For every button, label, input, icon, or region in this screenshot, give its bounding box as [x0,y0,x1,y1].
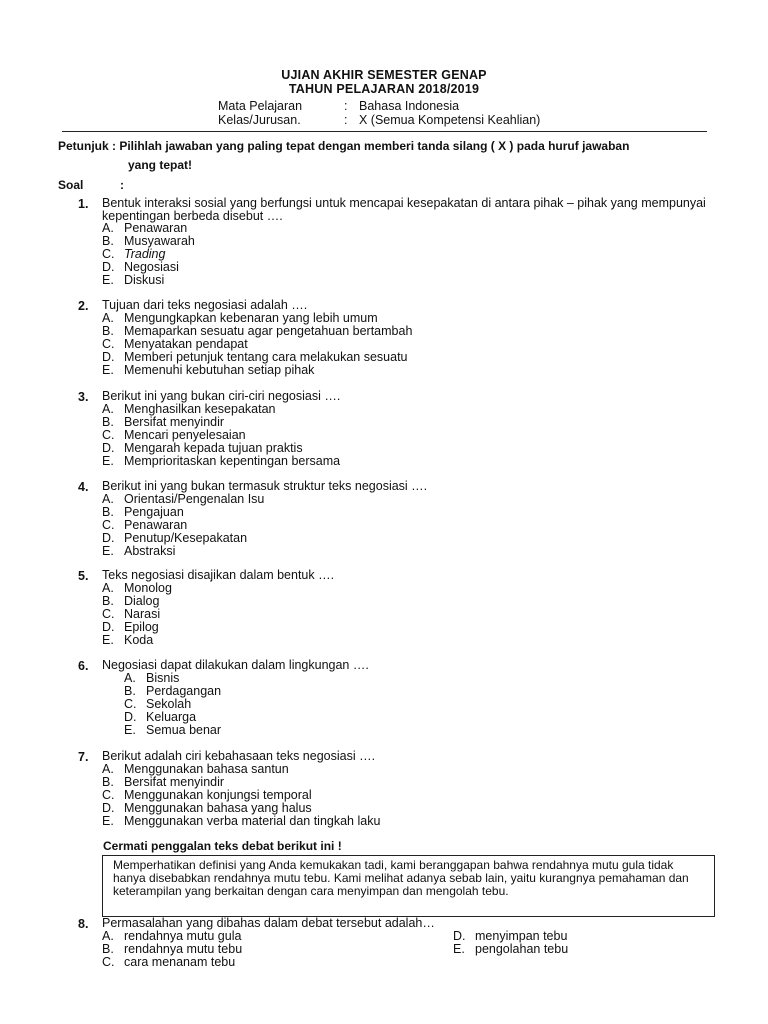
debate-passage-box [102,855,715,917]
question-number: 2. [78,299,89,313]
option-text: menyimpan tebu [475,929,568,943]
option-letter: D. [124,710,137,724]
option-text: rendahnya mutu tebu [124,942,243,956]
option-text: Bersifat menyindir [124,775,225,789]
instruction-line-2: yang tepat! [128,158,193,172]
debate-passage: Memperhatikan definisi yang Anda kemukakan tadi, kami beranggapan bahwa rendahnya mutu gula tidak hanya disebabkan rendahnya mutu tebu. Kami melihat adanya sebab lain, yaitu kurangnya pemahaman dan keterampilan yang berkaitan dengan cara menyimpan dan mengolah tebu. [113,858,689,898]
option-text: Semua benar [146,723,222,737]
option-letter: C. [102,788,115,802]
option-text: Trading [124,247,166,261]
question-text: Bentuk interaksi sosial yang berfungsi untuk mencapai kesepakatan di antara pihak – pihak yang mempunyai kepentingan berbeda disebut …. [102,196,706,223]
option-text: Abstraksi [124,544,176,558]
option-text: Menyatakan pendapat [124,337,248,351]
option-text: cara menanam tebu [124,955,236,969]
option-text: Memaparkan sesuatu agar pengetahuan bertambah [124,324,413,338]
option-letter: A. [102,762,114,776]
option-text: Memberi petunjuk tentang cara melakukan sesuatu [124,350,408,364]
option-text: Orientasi/Pengenalan Isu [124,492,265,506]
question-text: Teks negosiasi disajikan dalam bentuk …. [102,568,335,582]
option-text: Menggunakan verba material dan tingkah laku [124,814,381,828]
option-text: Musyawarah [124,234,195,248]
option-letter: A. [124,671,136,685]
soal-colon: : [120,178,124,192]
option-letter: C. [124,697,137,711]
option-text: Perdagangan [146,684,222,698]
option-text: Menggunakan bahasa santun [124,762,289,776]
option-letter: A. [102,929,114,943]
option-text: Monolog [124,581,172,595]
class-label: Kelas/Jurusan. [218,113,301,127]
option-text: Keluarga [146,710,197,724]
option-letter: A. [102,581,114,595]
option-letter: A. [102,221,114,235]
option-letter: E. [102,273,114,287]
option-letter: E. [102,363,114,377]
soal-label: Soal [58,178,84,192]
question-text: Berikut ini yang bukan ciri-ciri negosiasi …. [102,389,341,403]
option-letter: B. [102,324,114,338]
question-text: Tujuan dari teks negosiasi adalah …. [102,298,308,312]
option-letter: A. [102,402,114,416]
option-text: pengolahan tebu [475,942,569,956]
option-letter: D. [102,260,115,274]
question-number: 8. [78,917,89,931]
question-number: 6. [78,659,89,673]
option-letter: C. [102,428,115,442]
subject-separator: : [344,99,348,113]
question-text: Berikut ini yang bukan termasuk struktur teks negosiasi …. [102,479,428,493]
option-letter: D. [102,350,115,364]
option-letter: D. [102,441,115,455]
question-number: 3. [78,390,89,404]
option-letter: E. [102,544,114,558]
option-text: Diskusi [124,273,165,287]
option-letter: B. [102,505,114,519]
option-letter: E. [453,942,465,956]
class-value: X (Semua Kompetensi Keahlian) [359,113,541,127]
option-text: Menghasilkan kesepakatan [124,402,276,416]
question-number: 4. [78,480,89,494]
option-text: Penawaran [124,518,188,532]
exam-title: UJIAN AKHIR SEMESTER GENAP [281,68,487,82]
option-text: Dialog [124,594,160,608]
option-letter: C. [102,518,115,532]
option-text: Menggunakan bahasa yang halus [124,801,312,815]
option-letter: B. [102,234,114,248]
option-letter: C. [102,337,115,351]
option-text: Bersifat menyindir [124,415,225,429]
instruction-line-1: Petunjuk : Pilihlah jawaban yang paling tepat dengan memberi tanda silang ( X ) pada huruf jawaban [58,139,630,153]
option-letter: E. [102,454,114,468]
class-separator: : [344,113,348,127]
option-text: Narasi [124,607,161,621]
option-text: Epilog [124,620,159,634]
option-text: Memprioritaskan kepentingan bersama [124,454,341,468]
option-letter: B. [102,942,114,956]
option-letter: B. [102,594,114,608]
option-letter: D. [102,531,115,545]
header-divider [62,131,707,132]
option-letter: E. [124,723,136,737]
option-letter: E. [102,814,114,828]
option-letter: D. [102,620,115,634]
question-number: 1. [78,197,89,211]
option-text: Mencari penyelesaian [124,428,246,442]
academic-year: TAHUN PELAJARAN 2018/2019 [288,82,480,96]
option-text: Memenuhi kebutuhan setiap pihak [124,363,315,377]
option-text: Penawaran [124,221,188,235]
option-text: Mengungkapkan kebenaran yang lebih umum [124,311,378,325]
option-text: Mengarah kepada tujuan praktis [124,441,303,455]
option-text: Pengajuan [124,505,184,519]
option-letter: A. [102,492,114,506]
question-text: Negosiasi dapat dilakukan dalam lingkungan …. [102,658,369,672]
option-text: Penutup/Kesepakatan [124,531,248,545]
subject-value: Bahasa Indonesia [359,99,460,113]
option-letter: E. [102,633,114,647]
question-text: Permasalahan yang dibahas dalam debat tersebut adalah… [102,916,435,930]
subject-label: Mata Pelajaran [218,99,303,113]
option-letter: A. [102,311,114,325]
option-letter: B. [102,415,114,429]
option-text: Bisnis [146,671,180,685]
option-letter: C. [102,247,115,261]
option-letter: C. [102,955,115,969]
option-text: Sekolah [146,697,192,711]
debate-prompt: Cermati penggalan teks debat berikut ini ! [103,839,342,853]
option-letter: C. [102,607,115,621]
question-text: Berikut adalah ciri kebahasaan teks negosiasi …. [102,749,376,763]
option-text: Negosiasi [124,260,179,274]
option-letter: D. [102,801,115,815]
option-letter: B. [102,775,114,789]
question-number: 7. [78,750,89,764]
option-letter: B. [124,684,136,698]
option-text: Koda [124,633,154,647]
soal-heading [58,178,124,192]
option-text: Menggunakan konjungsi temporal [124,788,312,802]
option-letter: D. [453,929,466,943]
option-text: rendahnya mutu gula [124,929,242,943]
question-number: 5. [78,569,89,583]
